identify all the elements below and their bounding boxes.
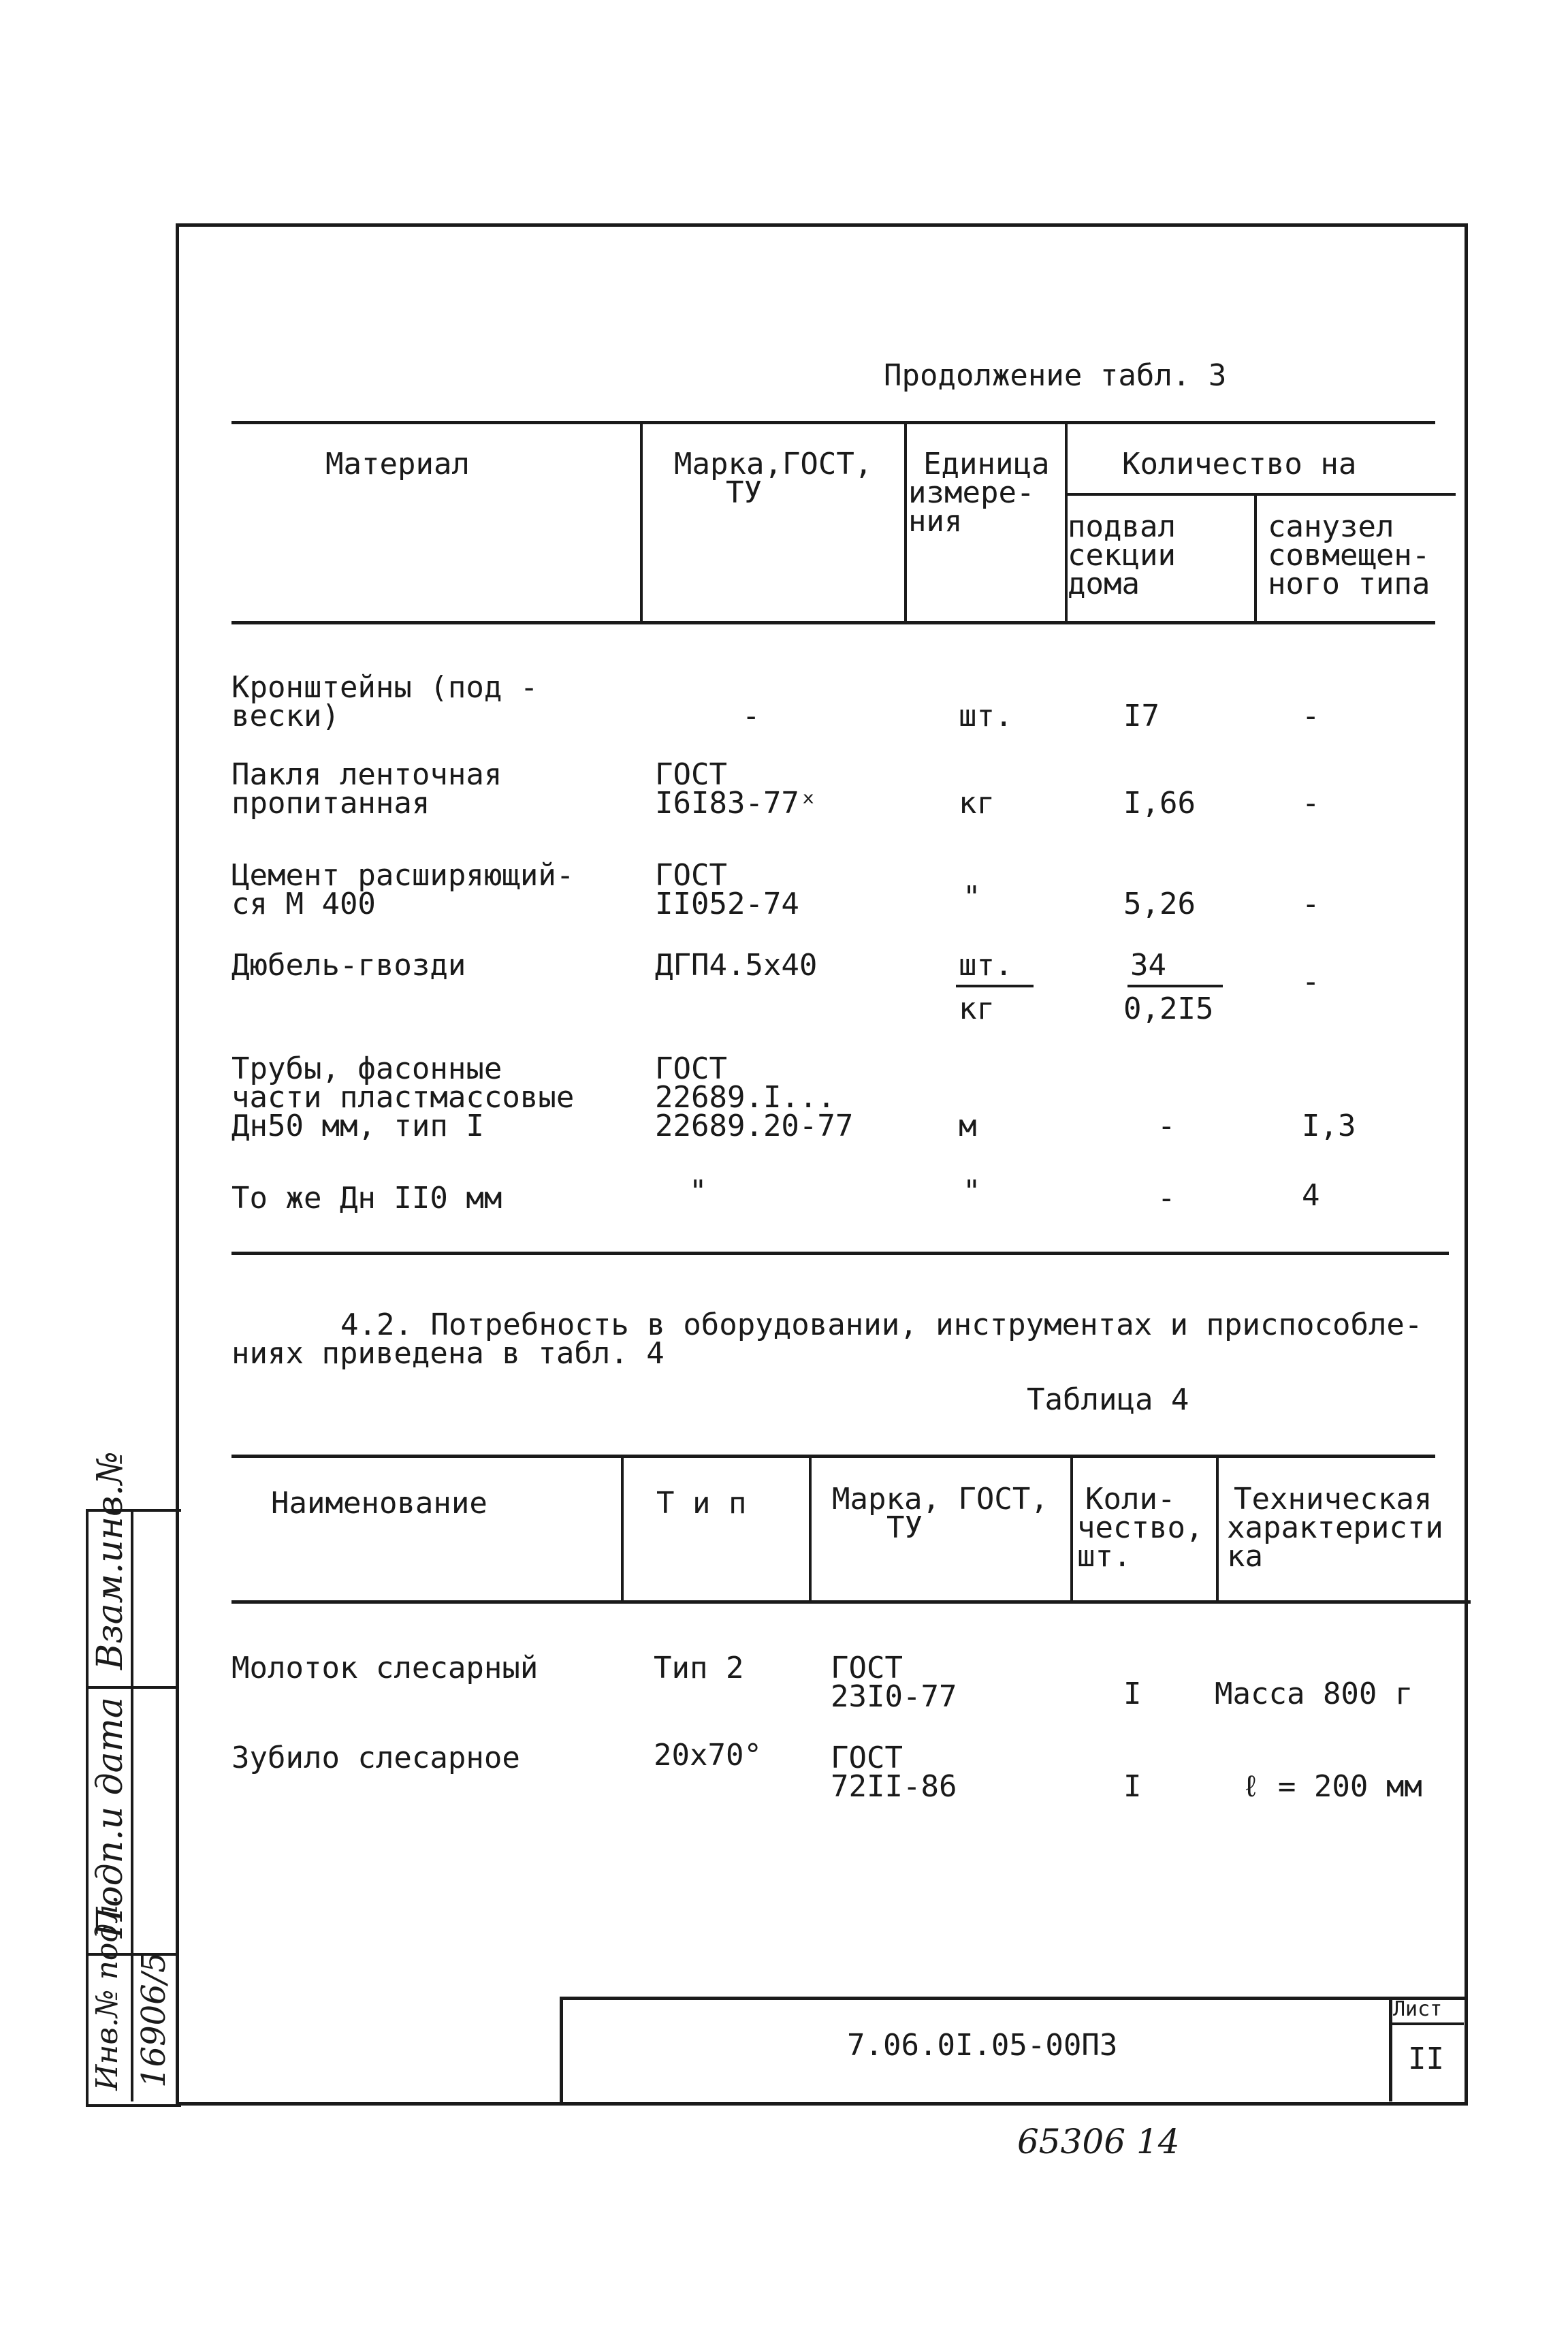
header-mark-line2: ТУ [886,1510,923,1545]
material-unit-denominator: кг [959,991,995,1026]
header-basement-line1: подвал [1068,509,1176,544]
header-qty-line2: чество, [1077,1510,1204,1545]
tool-mark: 72II-86 [831,1769,957,1804]
material-mark: I6I83-77ˣ [655,786,818,821]
material-mark: - [742,699,761,733]
table3-qty-rule [1068,493,1456,496]
material-name: вески) [231,699,340,733]
stamp-inv-replace: Взам.инв.№ [90,1451,131,1670]
header-bathroom-line1: санузел [1268,509,1394,544]
material-unit: " [963,1174,981,1209]
material-name: Цемент расширяющий- [231,858,575,893]
tool-mark: ГОСТ [831,1651,903,1685]
header-basement-line3: дома [1068,567,1140,601]
title-block-divider [1389,2022,1464,2025]
title-block-divider [1389,1997,1392,2101]
material-mark: 22689.I... [655,1080,835,1115]
stamp-signature-date: Подп.и дата [90,1697,131,1938]
header-name: Наименование [271,1486,487,1521]
fraction-bar [1127,985,1223,987]
material-bathroom-qty: I,3 [1302,1109,1356,1143]
material-bathroom-qty: - [1302,699,1320,733]
bottom-handwritten-note: 65306 14 [1017,2122,1180,2161]
material-basement-numerator: 34 [1130,948,1166,983]
header-qty-line1: Коли- [1085,1482,1176,1517]
header-quantity: Количество на [1122,447,1357,481]
table4-col-divider [809,1455,812,1602]
material-unit: шт. [959,699,1013,733]
material-name: пропитанная [231,786,430,821]
stamp-inv-original: Инв.№ подл. [90,1894,125,2091]
material-basement-qty: I7 [1123,699,1159,733]
tool-type: Тип 2 [654,1651,744,1685]
header-bathroom-line3: ного типа [1268,567,1430,601]
sheet-number: II [1408,2042,1444,2076]
material-unit-numerator: шт. [959,948,1013,983]
header-spec-line2: характеристи [1227,1510,1443,1545]
material-name: Кронштейны (под - [231,670,539,705]
tool-spec: Масса 800 г [1215,1677,1413,1711]
side-stamp-divider [131,1509,133,2101]
tool-spec: ℓ = 200 мм [1242,1769,1422,1804]
material-mark: ГОСТ [655,757,727,792]
tool-name: Молоток слесарный [231,1651,539,1685]
header-unit-line1: Единица [923,447,1050,481]
material-basement-qty: - [1157,1109,1176,1143]
header-basement-line2: секции [1068,538,1176,573]
material-name: Дн50 мм, тип I [231,1109,484,1143]
sheet-label: Лист [1393,1997,1443,2021]
header-mark-line1: Марка, ГОСТ, [832,1482,1049,1517]
material-name: ся М 400 [231,887,376,921]
header-spec-line1: Техническая [1234,1482,1433,1517]
material-unit: м [959,1109,977,1143]
table3-top-rule [231,421,1435,424]
paragraph-line1: 4.2. Потребность в оборудовании, инструментах и приспособле- [340,1307,1423,1342]
material-name: То же Дн II0 мм [231,1181,502,1216]
material-bathroom-qty: - [1302,887,1320,921]
table4-col-divider [1070,1455,1073,1602]
header-spec-line3: ка [1227,1539,1263,1574]
material-basement-denominator: 0,2I5 [1123,991,1214,1026]
header-unit-line2: измере- [908,475,1035,510]
tool-name: Зубило слесарное [231,1741,520,1775]
material-basement-qty: I,66 [1123,786,1196,821]
header-material: Материал [325,447,470,481]
material-basement-qty: 5,26 [1123,887,1196,921]
material-mark: ГОСТ [655,858,727,893]
header-mark-line2: ТУ [726,475,762,510]
material-mark: " [689,1174,707,1209]
tool-qty: I [1123,1769,1142,1804]
table3-col-divider [640,421,643,622]
table4-col-divider [1216,1455,1219,1602]
table3-col-divider [1254,494,1257,622]
material-name: Дюбель-гвозди [231,948,466,983]
material-name: части пластмассовые [231,1080,575,1115]
table4-top-rule [231,1455,1435,1458]
header-type: Т и п [656,1486,747,1521]
material-name: Пакля ленточная [231,757,502,792]
material-bathroom-qty: 4 [1302,1178,1320,1213]
material-basement-qty: - [1157,1181,1176,1216]
material-mark: II052-74 [655,887,799,921]
table4-col-divider [621,1455,624,1602]
material-unit: " [963,880,981,915]
page-frame [176,223,1468,2106]
table3-col-divider [904,421,907,622]
paragraph-line2: ниях приведена в табл. 4 [231,1336,665,1371]
material-bathroom-qty: - [1302,786,1320,821]
fraction-bar [956,985,1034,987]
material-bathroom-qty: - [1302,964,1320,999]
material-mark: ГОСТ [655,1051,727,1086]
header-mark-line1: Марка,ГОСТ, [674,447,873,481]
side-stamp-divider [86,1686,178,1689]
stamp-inv-number: 16906/5 [135,1952,173,2088]
tool-mark: ГОСТ [831,1741,903,1775]
document-code: 7.06.0I.05-00ПЗ [847,2028,1118,2063]
tool-mark: 23I0-77 [831,1679,957,1714]
table3-bottom-rule [231,1252,1449,1255]
material-mark: 22689.20-77 [655,1109,854,1143]
table-continuation-label: Продолжение табл. 3 [884,358,1227,393]
header-qty-line3: шт. [1077,1539,1132,1574]
material-name: Трубы, фасонные [231,1051,502,1086]
tool-type: 20х70° [654,1738,762,1773]
material-mark: ДГП4.5х40 [655,948,818,983]
tool-qty: I [1123,1677,1142,1711]
table4-caption: Таблица 4 [1027,1382,1189,1417]
header-bathroom-line2: совмещен- [1268,538,1430,573]
material-unit: кг [959,786,995,821]
table4-header-rule [231,1600,1471,1604]
header-unit-line3: ния [908,504,963,539]
